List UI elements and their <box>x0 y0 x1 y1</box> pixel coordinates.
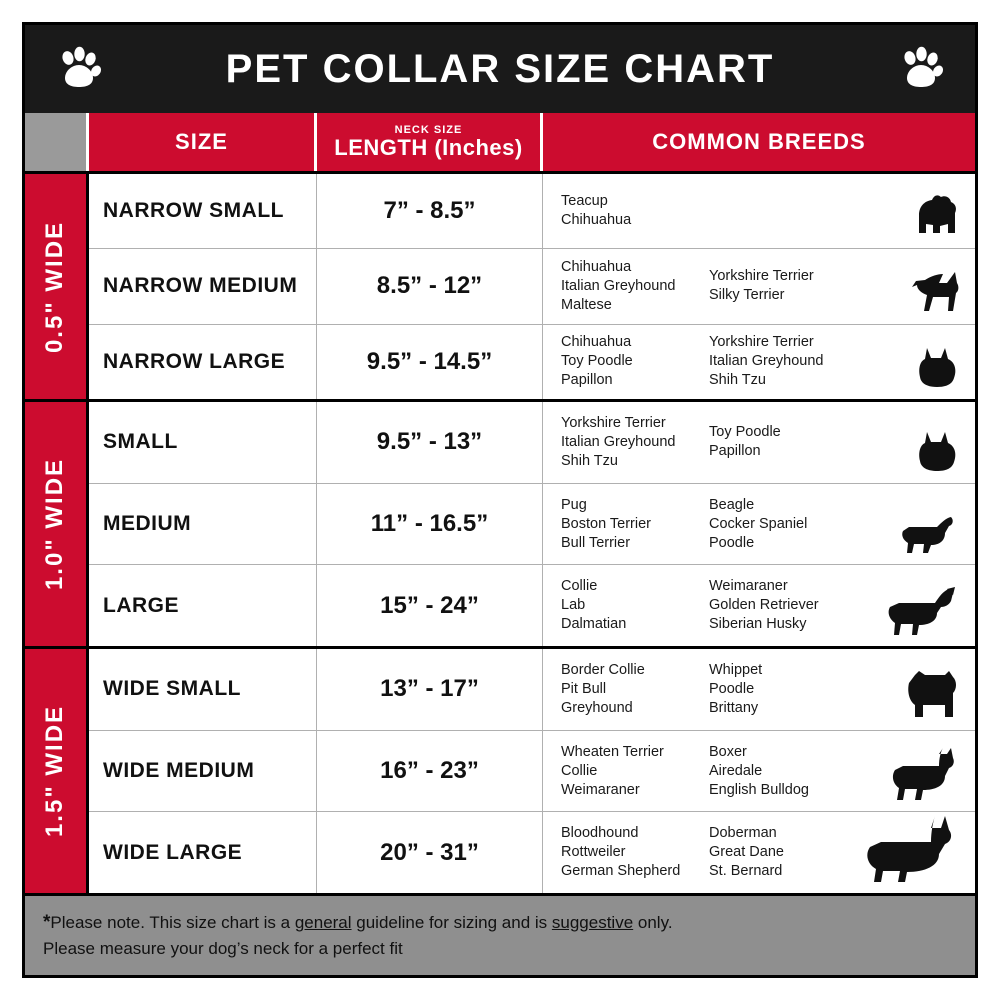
breed-item: Papillon <box>561 372 613 389</box>
breed-column-1 <box>561 577 709 634</box>
papillon-silhouette-icon <box>907 424 965 479</box>
breed-item: Brittany <box>709 699 759 716</box>
doberman-silhouette-icon <box>861 814 965 889</box>
breed-column-2 <box>709 577 859 634</box>
cell-length: 9.5” - 14.5” <box>317 325 543 399</box>
breed-item: Cocker Spaniel <box>709 515 808 532</box>
cell-size: WIDE SMALL <box>89 649 317 730</box>
table-row <box>89 325 975 399</box>
group-rows <box>89 174 975 399</box>
breed-item: Italian Greyhound <box>709 353 824 370</box>
breed-item: Chihuahua <box>561 334 632 351</box>
cell-length: 20” - 31” <box>317 812 543 893</box>
breed-item: Shih Tzu <box>561 452 618 469</box>
group-narrow <box>25 171 975 399</box>
table-row <box>89 174 975 249</box>
breed-column-1 <box>561 414 709 471</box>
papillon-silhouette-icon <box>907 340 965 395</box>
cell-breeds <box>543 812 975 893</box>
breed-item: Boxer <box>709 743 747 760</box>
breed-item: Lab <box>561 597 586 614</box>
beagle-silhouette-icon <box>891 511 965 560</box>
breed-item: Weimaraner <box>561 781 640 798</box>
breed-item: English Bulldog <box>709 781 809 798</box>
cell-size: WIDE LARGE <box>89 812 317 893</box>
bulldog-silhouette-icon <box>893 665 965 726</box>
breed-item: Maltese <box>561 296 612 313</box>
table-header-row <box>25 113 975 171</box>
breed-column-2 <box>709 333 859 390</box>
width-label-narrow <box>25 174 89 399</box>
breed-item: Whippet <box>709 661 763 678</box>
breed-item: Golden Retriever <box>709 597 819 614</box>
breed-item: Beagle <box>709 496 755 513</box>
cell-breeds <box>543 649 975 730</box>
breed-item: Border Collie <box>561 661 645 678</box>
breed-item: Collie <box>561 762 598 779</box>
header-breeds: COMMON BREEDS <box>543 113 975 171</box>
paw-icon <box>55 45 103 93</box>
breed-column-2 <box>709 661 859 718</box>
width-label-text: 0.5" WIDE <box>41 220 69 353</box>
boxer-silhouette-icon <box>885 744 965 807</box>
breed-column-1 <box>561 192 709 230</box>
cell-breeds <box>543 325 975 399</box>
cell-size: WIDE MEDIUM <box>89 731 317 812</box>
breed-column-1 <box>561 743 709 800</box>
cell-breeds <box>543 565 975 646</box>
breed-column-2 <box>709 743 859 800</box>
breed-column-1 <box>561 258 709 315</box>
group-standard <box>25 399 975 646</box>
breed-column-1 <box>561 824 709 881</box>
footnote-line-1 <box>43 910 957 936</box>
breed-item: Chihuahua <box>561 258 632 275</box>
chart-header <box>25 25 975 113</box>
breed-item: Rottweiler <box>561 844 626 861</box>
table-row <box>89 731 975 813</box>
table-row <box>89 565 975 646</box>
breed-item: Doberman <box>709 825 777 842</box>
breed-item: Collie <box>561 578 598 595</box>
breed-item: Bloodhound <box>561 825 639 842</box>
page-title: PET COLLAR SIZE CHART <box>225 46 775 91</box>
size-chart <box>22 22 978 978</box>
cell-length: 16” - 23” <box>317 731 543 812</box>
breed-item: Silky Terrier <box>709 287 785 304</box>
yorkie-silhouette-icon <box>907 191 965 244</box>
footnote-emphasis-general: general <box>294 912 352 932</box>
table-row <box>89 249 975 324</box>
width-label-text: 1.0" WIDE <box>41 457 69 591</box>
table-row <box>89 484 975 566</box>
breed-item: Papillon <box>709 443 761 460</box>
group-rows <box>89 649 975 893</box>
breed-item: Yorkshire Terrier <box>709 334 814 351</box>
cell-breeds <box>543 484 975 565</box>
breed-item: Italian Greyhound <box>561 433 676 450</box>
header-length-main: LENGTH (Inches) <box>334 134 523 160</box>
breed-item: Toy Poodle <box>561 353 633 370</box>
breed-item: Pug <box>561 496 587 513</box>
breed-item: Italian Greyhound <box>561 277 676 294</box>
header-length-sub: NECK SIZE <box>394 123 463 136</box>
paw-icon <box>897 45 945 93</box>
breed-item: German Shepherd <box>561 863 681 880</box>
footnote <box>25 893 975 975</box>
header-length <box>317 113 543 171</box>
header-corner-cell <box>25 113 89 171</box>
breed-item: Greyhound <box>561 699 633 716</box>
footnote-text-a: Please note. This size chart is a <box>50 912 295 932</box>
cell-breeds <box>543 402 975 483</box>
chihuahua-silhouette-icon <box>903 267 965 320</box>
cell-length: 8.5” - 12” <box>317 249 543 323</box>
breed-item: Weimaraner <box>709 578 788 595</box>
breed-item: Boston Terrier <box>561 515 651 532</box>
breed-column-1 <box>561 661 709 718</box>
header-size: SIZE <box>89 113 317 171</box>
cell-size: MEDIUM <box>89 484 317 565</box>
cell-size: NARROW SMALL <box>89 174 317 248</box>
retriever-silhouette-icon <box>879 585 965 642</box>
table-row <box>89 402 975 484</box>
cell-breeds <box>543 249 975 323</box>
breed-item: Toy Poodle <box>709 424 781 441</box>
width-label-standard <box>25 402 89 646</box>
cell-length: 15” - 24” <box>317 565 543 646</box>
group-rows <box>89 402 975 646</box>
breed-item: Airedale <box>709 762 763 779</box>
cell-size: SMALL <box>89 402 317 483</box>
cell-length: 9.5” - 13” <box>317 402 543 483</box>
breed-column-2 <box>709 423 859 461</box>
breed-column-2 <box>709 496 859 553</box>
chart-table <box>25 113 975 893</box>
breed-item: Chihuahua <box>561 212 632 229</box>
group-wide <box>25 646 975 893</box>
breed-item: Bull Terrier <box>561 534 631 551</box>
asterisk: * <box>43 911 51 933</box>
cell-size: NARROW MEDIUM <box>89 249 317 323</box>
breed-item: Shih Tzu <box>709 372 766 389</box>
footnote-emphasis-suggestive: suggestive <box>551 912 634 932</box>
cell-size: NARROW LARGE <box>89 325 317 399</box>
cell-length: 7” - 8.5” <box>317 174 543 248</box>
breed-item: Dalmatian <box>561 616 627 633</box>
footnote-text-c: only. <box>633 912 673 932</box>
cell-size: LARGE <box>89 565 317 646</box>
breed-item: Teacup <box>561 193 608 210</box>
breed-item: Wheaten Terrier <box>561 743 664 760</box>
cell-length: 13” - 17” <box>317 649 543 730</box>
width-label-wide <box>25 649 89 893</box>
breed-item: Poodle <box>709 680 755 697</box>
breed-item: Yorkshire Terrier <box>709 268 814 285</box>
breed-column-1 <box>561 496 709 553</box>
breed-column-2 <box>709 824 859 881</box>
cell-breeds <box>543 174 975 248</box>
breed-item: Yorkshire Terrier <box>561 414 666 431</box>
cell-length: 11” - 16.5” <box>317 484 543 565</box>
breed-item: Pit Bull <box>561 680 607 697</box>
breed-column-2 <box>709 267 859 305</box>
breed-item: Great Dane <box>709 844 784 861</box>
breed-column-1 <box>561 333 709 390</box>
footnote-text-b: guideline for sizing and is <box>351 912 552 932</box>
breed-item: Poodle <box>709 534 755 551</box>
footnote-line-2: Please measure your dog’s neck for a perfect fit <box>43 938 403 958</box>
table-row <box>89 649 975 731</box>
width-label-text: 1.5" WIDE <box>41 704 69 838</box>
table-row <box>89 812 975 893</box>
breed-item: St. Bernard <box>709 863 783 880</box>
cell-breeds <box>543 731 975 812</box>
breed-item: Siberian Husky <box>709 616 807 633</box>
